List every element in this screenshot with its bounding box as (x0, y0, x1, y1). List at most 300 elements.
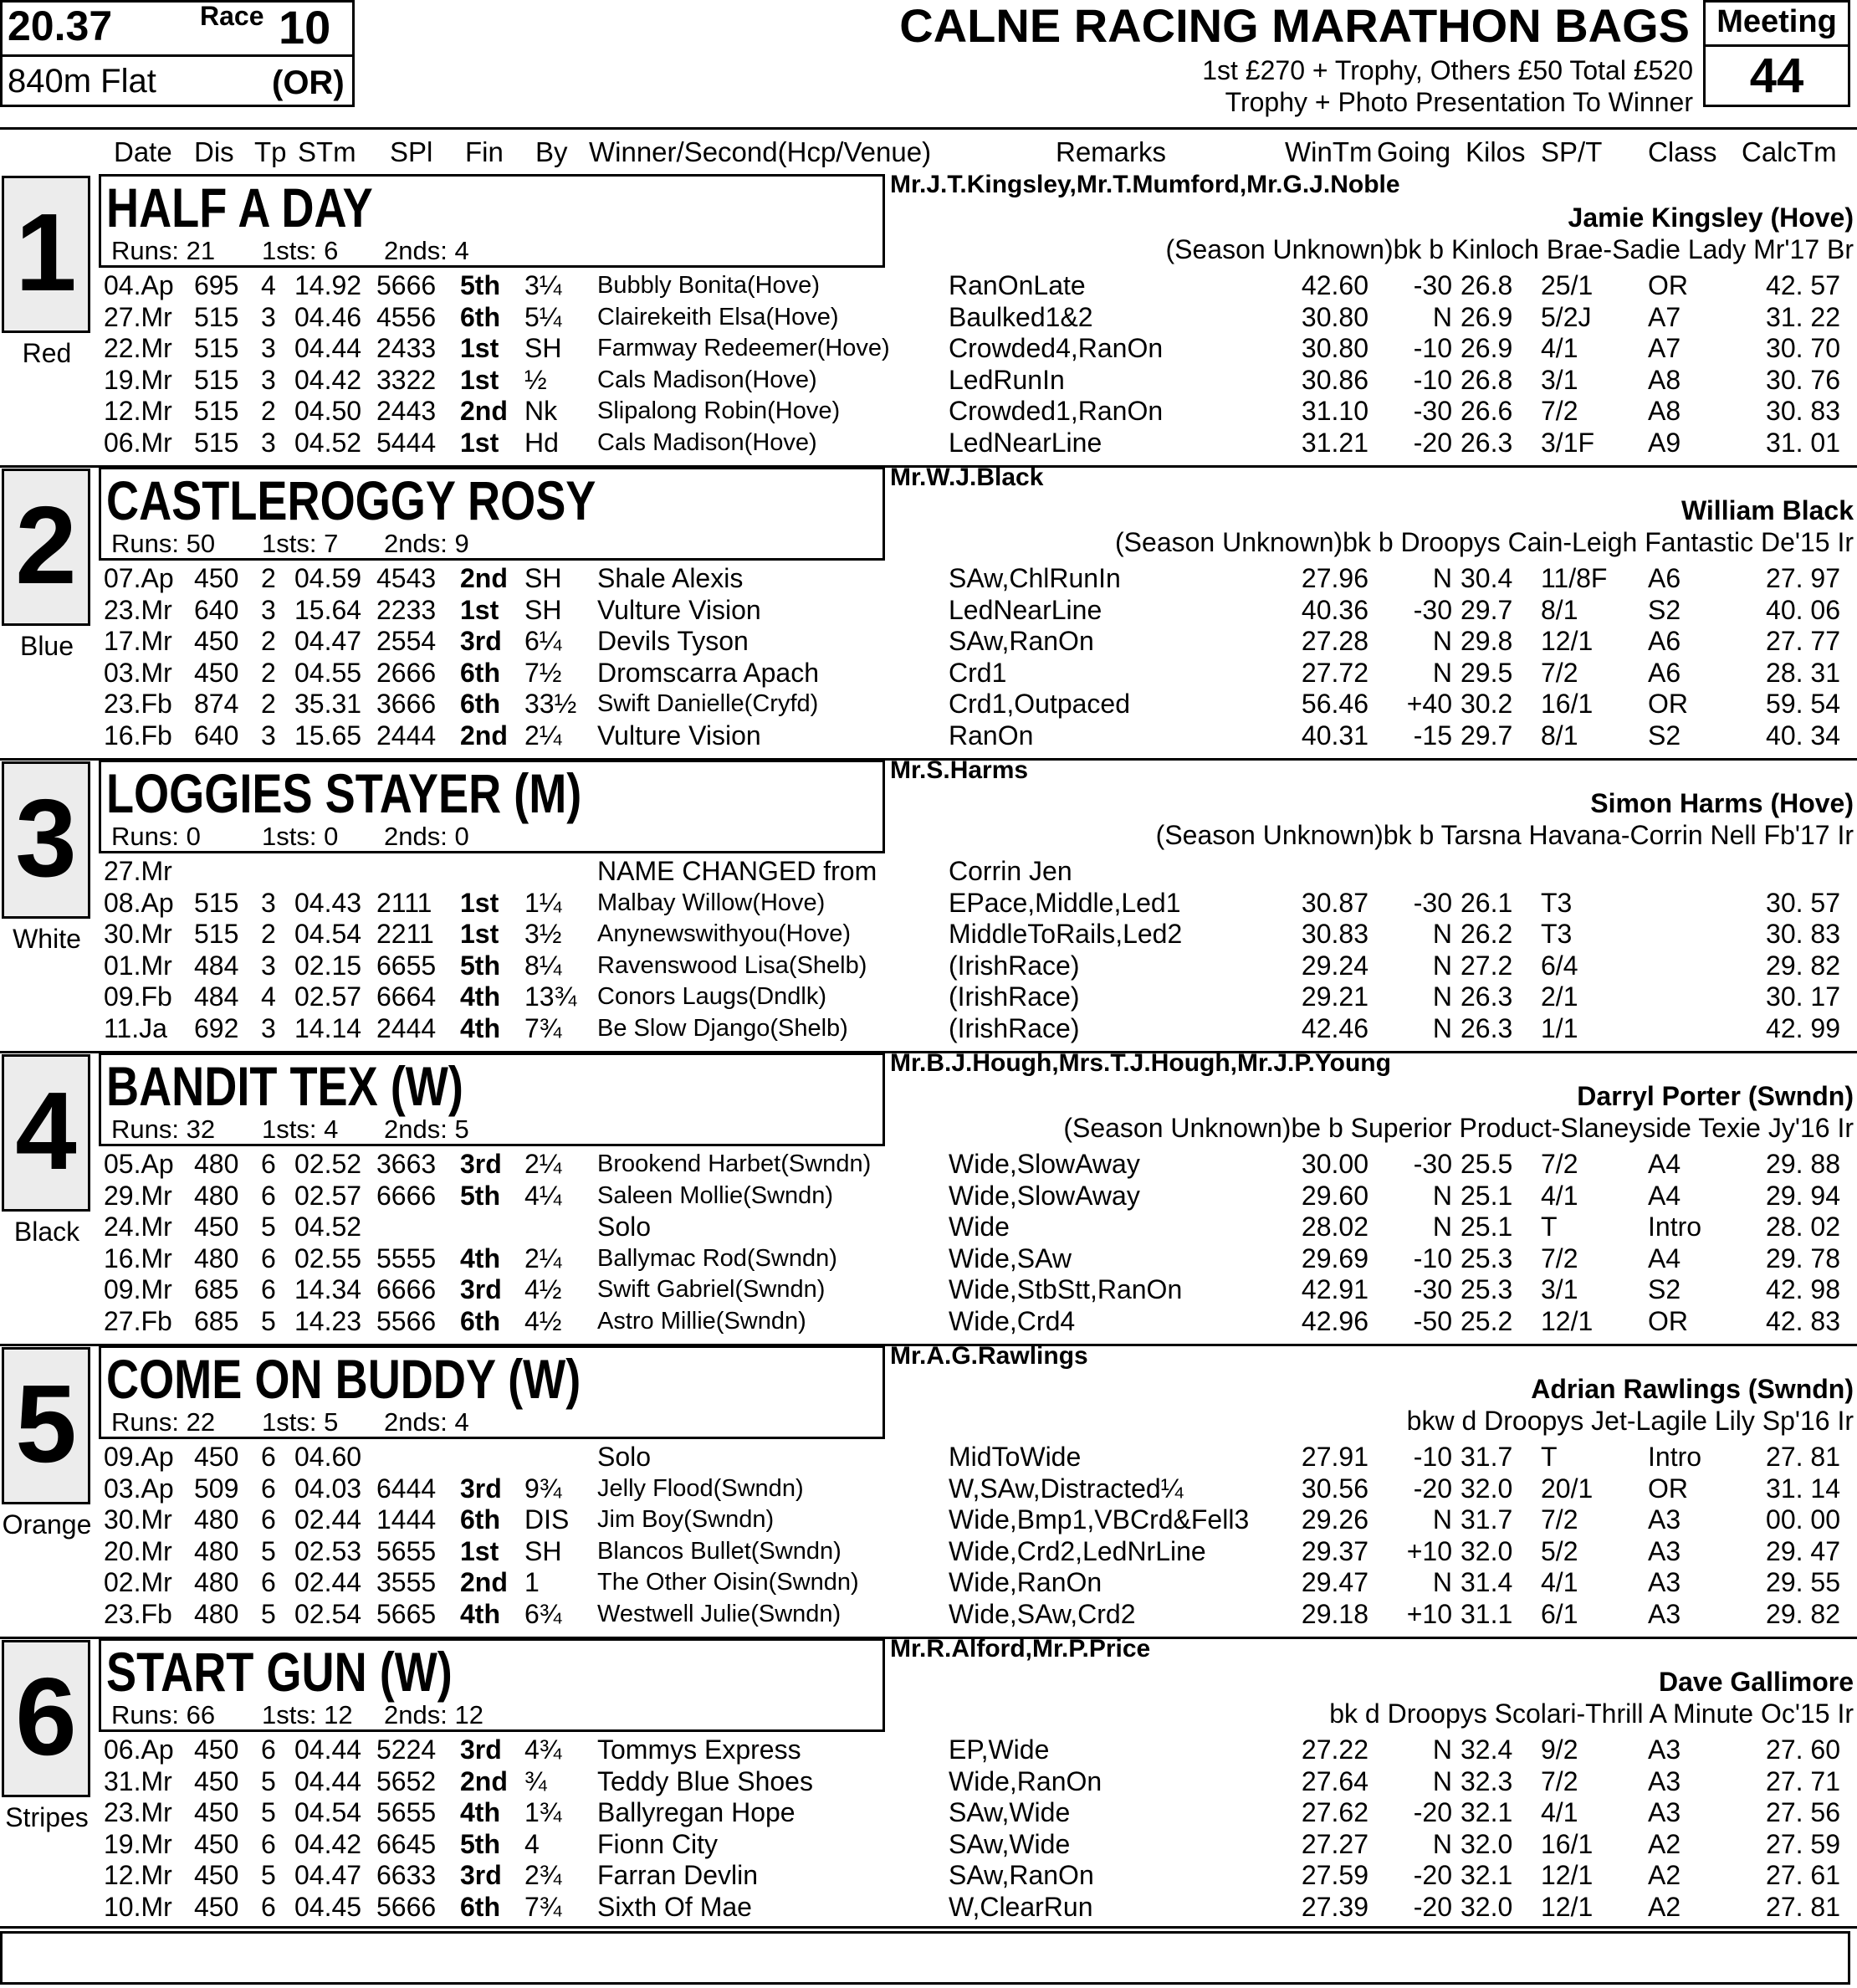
form-row (0, 428, 1857, 459)
cell-spt: 6/1 (1541, 1598, 1578, 1629)
cell-spt: 3/1 (1541, 1274, 1578, 1304)
cell-winner: Anynewswithyou(Hove) (597, 920, 852, 947)
cell-dis: 450 (194, 1212, 239, 1242)
cell-kilos: 30.2 (1461, 689, 1513, 719)
cell-fin: 1st (460, 1535, 499, 1566)
cell-winner: Devils Tyson (597, 626, 749, 656)
owners: Mr.B.J.Hough,Mrs.T.J.Hough,Mr.J.P.Young (890, 1049, 1391, 1077)
cell-kilos: 25.1 (1461, 1212, 1513, 1242)
col-header-wintm: WinTm (1285, 136, 1373, 167)
cell-going: N (1432, 626, 1452, 656)
footer-box (0, 1931, 1850, 1985)
cell-date: 23.Fb (104, 1598, 172, 1629)
cell-tp: 4 (261, 981, 276, 1012)
cell-fin: 2nd (460, 1567, 508, 1597)
cell-kilos: 26.2 (1461, 919, 1513, 949)
cell-winner: Slipalong Robin(Hove) (597, 397, 841, 424)
cell-spl: 6666 (376, 1274, 437, 1304)
cell-tp: 6 (261, 1891, 276, 1922)
cell-spt: 4/1 (1541, 333, 1578, 363)
race-grade: (OR) (272, 64, 345, 101)
form-row (0, 1212, 1857, 1242)
cell-winner: Saleen Mollie(Swndn) (597, 1181, 834, 1209)
cell-fin: 3rd (460, 626, 502, 656)
cell-dis: 484 (194, 981, 239, 1012)
cell-winner: Ravenswood Lisa(Shelb) (597, 951, 867, 979)
cell-dis: 450 (194, 1860, 239, 1890)
cell-wintm: 27.64 (1301, 1765, 1368, 1796)
cell-wintm: 31.10 (1301, 396, 1368, 426)
cell-stm: 04.44 (294, 1765, 362, 1796)
firsts-count: 1sts: 12 (262, 1700, 353, 1729)
cell-going: N (1432, 1734, 1452, 1765)
cell-by: 7¾ (524, 1012, 562, 1043)
cell-fin: 3rd (460, 1734, 502, 1765)
runs-count: Runs: 22 (111, 1407, 216, 1437)
card-divider (0, 1926, 1857, 1929)
cell-spt: 1/1 (1541, 1012, 1578, 1043)
dog-name-box (99, 467, 885, 561)
form-row (0, 1181, 1857, 1212)
cell-fin: 1st (460, 364, 499, 395)
cell-class: A6 (1648, 626, 1681, 656)
cell-stm: 14.92 (294, 270, 362, 300)
cell-tp: 3 (261, 364, 276, 395)
cell-spl: 5666 (376, 1891, 437, 1922)
cell-going: N (1432, 657, 1452, 688)
cell-spt: 4/1 (1541, 1180, 1578, 1211)
cell-by: 9¾ (524, 1473, 562, 1504)
firsts-count: 1sts: 0 (262, 822, 339, 851)
cell-by: 4 (524, 1828, 540, 1859)
cell-by: SH (524, 594, 562, 625)
cell-class: A7 (1648, 333, 1681, 363)
cell-calctm: 29. 78 (1766, 1242, 1840, 1273)
cell-kilos: 26.8 (1461, 270, 1513, 300)
cell-kilos: 25.1 (1461, 1180, 1513, 1211)
form-row (0, 658, 1857, 689)
cell-wintm: 30.86 (1301, 364, 1368, 395)
cell-spt: T (1541, 1212, 1558, 1242)
seconds-count: 2nds: 4 (384, 236, 469, 265)
cell-winner: Ballymac Rod(Swndn) (597, 1244, 837, 1272)
cell-going: -10 (1413, 364, 1452, 395)
cell-remarks: Wide,Crd2,LedNrLine (949, 1535, 1206, 1566)
cell-fin: 4th (460, 1797, 500, 1827)
cell-kilos: 26.9 (1461, 301, 1513, 332)
cell-tp: 6 (261, 1442, 276, 1472)
cell-winner: Tommys Express (597, 1734, 801, 1765)
dog-name: HALF A DAY (106, 177, 373, 238)
breeding: (Season Unknown)bk b Droopys Cain-Leigh Fantastic De'15 Ir (1115, 527, 1854, 557)
cell-going: -20 (1413, 1797, 1452, 1827)
dog-name: COME ON BUDDY (W) (106, 1348, 581, 1410)
race-number: 10 (279, 1, 331, 54)
cell-by: Nk (524, 396, 558, 426)
cell-kilos: 31.1 (1461, 1598, 1513, 1629)
cell-fin: 2nd (460, 396, 508, 426)
col-header-class: Class (1648, 136, 1717, 167)
cell-kilos: 26.3 (1461, 427, 1513, 458)
runs-count: Runs: 21 (111, 236, 216, 265)
cell-by: 1¼ (524, 887, 562, 918)
cell-fin: 3rd (460, 1860, 502, 1890)
cell-tp: 5 (261, 1598, 276, 1629)
cell-calctm: 27. 56 (1766, 1797, 1840, 1827)
cell-wintm: 27.39 (1301, 1891, 1368, 1922)
cell-going: +10 (1406, 1598, 1452, 1629)
cell-date: 01.Mr (104, 950, 172, 981)
cell-by: SH (524, 563, 562, 593)
col-header-kilos: Kilos (1466, 136, 1526, 167)
cell-spt: 4/1 (1541, 1797, 1578, 1827)
cell-winner: Brookend Harbet(Swndn) (597, 1150, 872, 1177)
dog-name: START GUN (W) (106, 1641, 453, 1703)
cell-dis: 450 (194, 1828, 239, 1859)
cell-stm: 04.59 (294, 563, 362, 593)
cell-winner: Jelly Flood(Swndn) (597, 1474, 804, 1502)
cell-class: A4 (1648, 1149, 1681, 1179)
cell-spt: 5/2J (1541, 301, 1592, 332)
form-row (0, 595, 1857, 626)
cell-calctm: 27. 81 (1766, 1891, 1840, 1922)
cell-stm: 15.65 (294, 720, 362, 751)
cell-going: -20 (1413, 1860, 1452, 1890)
cell-tp: 5 (261, 1305, 276, 1336)
cell-kilos: 32.1 (1461, 1797, 1513, 1827)
cell-calctm: 00. 00 (1766, 1504, 1840, 1535)
cell-fin: 3rd (460, 1274, 502, 1304)
cell-fin: 3rd (460, 1473, 502, 1504)
form-row (0, 563, 1857, 594)
owners: Mr.W.J.Black (890, 464, 1044, 491)
cell-spl: 3322 (376, 364, 437, 395)
col-header-fin: Fin (465, 136, 504, 167)
cell-tp: 2 (261, 563, 276, 593)
dog-name: BANDIT TEX (W) (106, 1055, 463, 1117)
form-row (0, 270, 1857, 301)
breeding: (Season Unknown)be b Superior Product-Slaneyside Texie Jy'16 Ir (1063, 1113, 1854, 1143)
cell-spl: 1444 (376, 1504, 437, 1535)
form-row (0, 1766, 1857, 1797)
cell-remarks: Wide,Crd4 (949, 1305, 1076, 1336)
cell-by: 2¾ (524, 1860, 562, 1890)
cell-kilos: 32.3 (1461, 1765, 1513, 1796)
cell-date: 30.Mr (104, 1504, 172, 1535)
cell-going: N (1432, 1180, 1452, 1211)
cell-by: 2¼ (524, 720, 562, 751)
cell-wintm: 30.80 (1301, 301, 1368, 332)
cell-remarks: Wide,SAw,Crd2 (949, 1598, 1136, 1629)
form-row (0, 302, 1857, 333)
cell-going: -30 (1413, 396, 1452, 426)
cell-date: 04.Ap (104, 270, 174, 300)
cell-wintm: 29.47 (1301, 1567, 1368, 1597)
cell-going: -30 (1413, 1274, 1452, 1304)
cell-kilos: 26.6 (1461, 396, 1513, 426)
meeting-number: 44 (1749, 49, 1804, 103)
cell-by: 1 (524, 1567, 540, 1597)
cell-stm: 02.44 (294, 1567, 362, 1597)
cell-spt: 12/1 (1541, 626, 1594, 656)
cell-date: 09.Fb (104, 981, 172, 1012)
form-row (0, 365, 1857, 396)
cell-spl: 5665 (376, 1598, 437, 1629)
form-row (0, 626, 1857, 657)
cell-spt: 12/1 (1541, 1305, 1594, 1336)
cell-dis: 450 (194, 657, 239, 688)
trap-number: 4 (2, 1054, 90, 1212)
cell-stm: 04.42 (294, 364, 362, 395)
cell-spl: 6666 (376, 1180, 437, 1211)
cell-date: 05.Ap (104, 1149, 174, 1179)
cell-stm: 04.44 (294, 1734, 362, 1765)
cell-class: A2 (1648, 1860, 1681, 1890)
cell-going: N (1432, 1765, 1452, 1796)
cell-tp: 2 (261, 689, 276, 719)
cell-spt: 9/2 (1541, 1734, 1578, 1765)
form-row (0, 689, 1857, 720)
seconds-count: 2nds: 12 (384, 1700, 483, 1729)
cell-spl: 3666 (376, 689, 437, 719)
cell-stm: 15.64 (294, 594, 362, 625)
cell-going: -50 (1413, 1305, 1452, 1336)
cell-date: 17.Mr (104, 626, 172, 656)
cell-calctm: 30. 83 (1766, 919, 1840, 949)
cell-going: -10 (1413, 1442, 1452, 1472)
cell-stm: 04.42 (294, 1828, 362, 1859)
cell-remarks: SAw,Wide (949, 1828, 1071, 1859)
cell-dis: 450 (194, 626, 239, 656)
cell-by: 5¼ (524, 301, 562, 332)
cell-spl: 2433 (376, 333, 437, 363)
cell-class: A3 (1648, 1765, 1681, 1796)
cell-dis: 480 (194, 1242, 239, 1273)
cell-tp: 6 (261, 1734, 276, 1765)
cell-date: 03.Mr (104, 657, 172, 688)
cell-spl: 2554 (376, 626, 437, 656)
cell-class: A3 (1648, 1598, 1681, 1629)
trainer: Jamie Kingsley (Hove) (1568, 202, 1854, 233)
seconds-count: 2nds: 4 (384, 1407, 469, 1437)
cell-wintm: 27.96 (1301, 563, 1368, 593)
cell-spt: 3/1 (1541, 364, 1578, 395)
cell-fin: 4th (460, 1012, 500, 1043)
cell-by: 8¼ (524, 950, 562, 981)
cell-stm: 02.54 (294, 1598, 362, 1629)
col-header-spl: SPl (390, 136, 433, 167)
cell-tp: 2 (261, 396, 276, 426)
cell-wintm: 27.72 (1301, 657, 1368, 688)
cell-stm: 35.31 (294, 689, 362, 719)
cell-dis: 640 (194, 594, 239, 625)
cell-spt: 8/1 (1541, 594, 1578, 625)
dog-name-box (99, 760, 885, 853)
cell-dis: 874 (194, 689, 239, 719)
cell-winner: Swift Danielle(Cryfd) (597, 690, 819, 717)
cell-going: N (1432, 1828, 1452, 1859)
cell-remarks: Wide,RanOn (949, 1567, 1102, 1597)
cell-kilos: 26.1 (1461, 887, 1513, 918)
cell-wintm: 29.26 (1301, 1504, 1368, 1535)
cell-winner: Blancos Bullet(Swndn) (597, 1537, 842, 1565)
cell-kilos: 25.3 (1461, 1242, 1513, 1273)
trap-number: 6 (2, 1640, 90, 1797)
cell-remarks: Wide,SAw (949, 1242, 1072, 1273)
cell-class: A6 (1648, 657, 1681, 688)
cell-remarks: Wide,SlowAway (949, 1149, 1140, 1179)
cell-wintm: 27.59 (1301, 1860, 1368, 1890)
trainer: Dave Gallimore (1659, 1667, 1854, 1697)
cell-spl: 3663 (376, 1149, 437, 1179)
cell-dis: 480 (194, 1567, 239, 1597)
cell-tp: 3 (261, 427, 276, 458)
col-header-winner: Winner/Second(Hcp/Venue) (589, 136, 932, 167)
owners: Mr.S.Harms (890, 756, 1029, 784)
cell-date: 30.Mr (104, 919, 172, 949)
cell-tp: 6 (261, 1180, 276, 1211)
cell-remarks: SAw,Wide (949, 1797, 1071, 1827)
form-row (0, 1892, 1857, 1923)
cell-kilos: 29.5 (1461, 657, 1513, 688)
cell-dis: 480 (194, 1504, 239, 1535)
cell-by: 4¾ (524, 1734, 562, 1765)
cell-fin: 5th (460, 1180, 500, 1211)
cell-dis: 480 (194, 1180, 239, 1211)
dog-name-box (99, 1053, 885, 1146)
form-row (0, 396, 1857, 427)
cell-dis: 515 (194, 887, 239, 918)
cell-date: 31.Mr (104, 1765, 172, 1796)
cell-stm: 04.46 (294, 301, 362, 332)
cell-date: 16.Fb (104, 720, 172, 751)
cell-calctm: 28. 02 (1766, 1212, 1840, 1242)
cell-date: 27.Mr (104, 856, 172, 886)
cell-kilos: 26.3 (1461, 1012, 1513, 1043)
cell-remarks: Wide,Bmp1,VBCrd&Fell3 (949, 1504, 1250, 1535)
race-distance: 840m Flat (8, 63, 156, 100)
cell-spt: T3 (1541, 919, 1573, 949)
cell-tp: 6 (261, 1504, 276, 1535)
owners: Mr.R.Alford,Mr.P.Price (890, 1635, 1151, 1663)
cell-spl: 5555 (376, 1242, 437, 1273)
cell-remarks: Wide,RanOn (949, 1765, 1102, 1796)
cell-tp: 6 (261, 1473, 276, 1504)
cell-fin: 4th (460, 1242, 500, 1273)
race-label: Race (200, 1, 264, 31)
cell-stm: 04.52 (294, 427, 362, 458)
cell-wintm: 29.69 (1301, 1242, 1368, 1273)
race-info-box (0, 0, 355, 107)
cell-date: 22.Mr (104, 333, 172, 363)
cell-going: -30 (1413, 270, 1452, 300)
cell-date: 11.Ja (104, 1012, 167, 1043)
cell-by: 7½ (524, 657, 562, 688)
cell-date: 16.Mr (104, 1242, 172, 1273)
cell-date: 06.Ap (104, 1734, 174, 1765)
cell-remarks: SAw,RanOn (949, 1860, 1094, 1890)
cell-going: -10 (1413, 1242, 1452, 1273)
cell-class: OR (1648, 1305, 1688, 1336)
seconds-count: 2nds: 9 (384, 529, 469, 558)
breeding: (Season Unknown)bk b Kinloch Brae-Sadie Lady Mr'17 Br (1165, 234, 1854, 264)
col-header-remarks: Remarks (1056, 136, 1167, 167)
cell-date: 27.Mr (104, 301, 172, 332)
cell-fin: 6th (460, 1891, 500, 1922)
cell-remarks: (IrishRace) (949, 950, 1080, 981)
cell-class: A3 (1648, 1535, 1681, 1566)
cell-remarks: Corrin Jen (949, 856, 1072, 886)
cell-going: -20 (1413, 1891, 1452, 1922)
cell-winner: Solo (597, 1212, 652, 1242)
cell-remarks: Wide (949, 1212, 1010, 1242)
cell-fin: 4th (460, 1598, 500, 1629)
cell-winner: Westwell Julie(Swndn) (597, 1600, 842, 1627)
cell-dis: 450 (194, 1797, 239, 1827)
cell-spl: 2444 (376, 720, 437, 751)
cell-date: 08.Ap (104, 887, 174, 918)
cell-class: A3 (1648, 1734, 1681, 1765)
cell-kilos: 32.4 (1461, 1734, 1513, 1765)
cell-wintm: 40.31 (1301, 720, 1368, 751)
cell-winner: Cals Madison(Hove) (597, 366, 817, 393)
cell-dis: 515 (194, 919, 239, 949)
form-row (0, 856, 1857, 887)
cell-by: Hd (524, 427, 559, 458)
cell-wintm: 42.96 (1301, 1305, 1368, 1336)
cell-fin: 5th (460, 1828, 500, 1859)
cell-date: 23.Fb (104, 689, 172, 719)
cell-class: A7 (1648, 301, 1681, 332)
cell-fin: 6th (460, 1305, 500, 1336)
cell-spl: 6633 (376, 1860, 437, 1890)
cell-winner: NAME CHANGED from (597, 856, 877, 886)
cell-calctm: 40. 34 (1766, 720, 1840, 751)
cell-class: A3 (1648, 1797, 1681, 1827)
cell-kilos: 25.5 (1461, 1149, 1513, 1179)
cell-class: A8 (1648, 396, 1681, 426)
cell-spt: 16/1 (1541, 1828, 1594, 1859)
cell-remarks: Crowded4,RanOn (949, 333, 1164, 363)
cell-winner: Vulture Vision (597, 594, 761, 625)
cell-by: 33½ (524, 689, 577, 719)
cell-spl: 5566 (376, 1305, 437, 1336)
cell-fin: 1st (460, 887, 499, 918)
cell-stm: 04.60 (294, 1442, 362, 1472)
cell-stm: 02.57 (294, 1180, 362, 1211)
cell-calctm: 27. 77 (1766, 626, 1840, 656)
cell-tp: 6 (261, 1567, 276, 1597)
form-row (0, 1306, 1857, 1337)
cell-dis: 450 (194, 1765, 239, 1796)
cell-by: 3¼ (524, 270, 562, 300)
cell-spl: 4543 (376, 563, 437, 593)
cell-going: -30 (1413, 1149, 1452, 1179)
cell-fin: 4th (460, 981, 500, 1012)
cell-calctm: 29. 55 (1766, 1567, 1840, 1597)
cell-remarks: EP,Wide (949, 1734, 1050, 1765)
cell-wintm: 27.62 (1301, 1797, 1368, 1827)
cell-fin: 1st (460, 333, 499, 363)
cell-tp: 3 (261, 301, 276, 332)
cell-tp: 3 (261, 594, 276, 625)
cell-remarks: SAw,ChlRunIn (949, 563, 1121, 593)
cell-fin: 2nd (460, 1765, 508, 1796)
cell-tp: 3 (261, 1012, 276, 1043)
cell-date: 19.Mr (104, 1828, 172, 1859)
owners: Mr.J.T.Kingsley,Mr.T.Mumford,Mr.G.J.Noble (890, 171, 1400, 198)
cell-calctm: 30. 76 (1766, 364, 1840, 395)
